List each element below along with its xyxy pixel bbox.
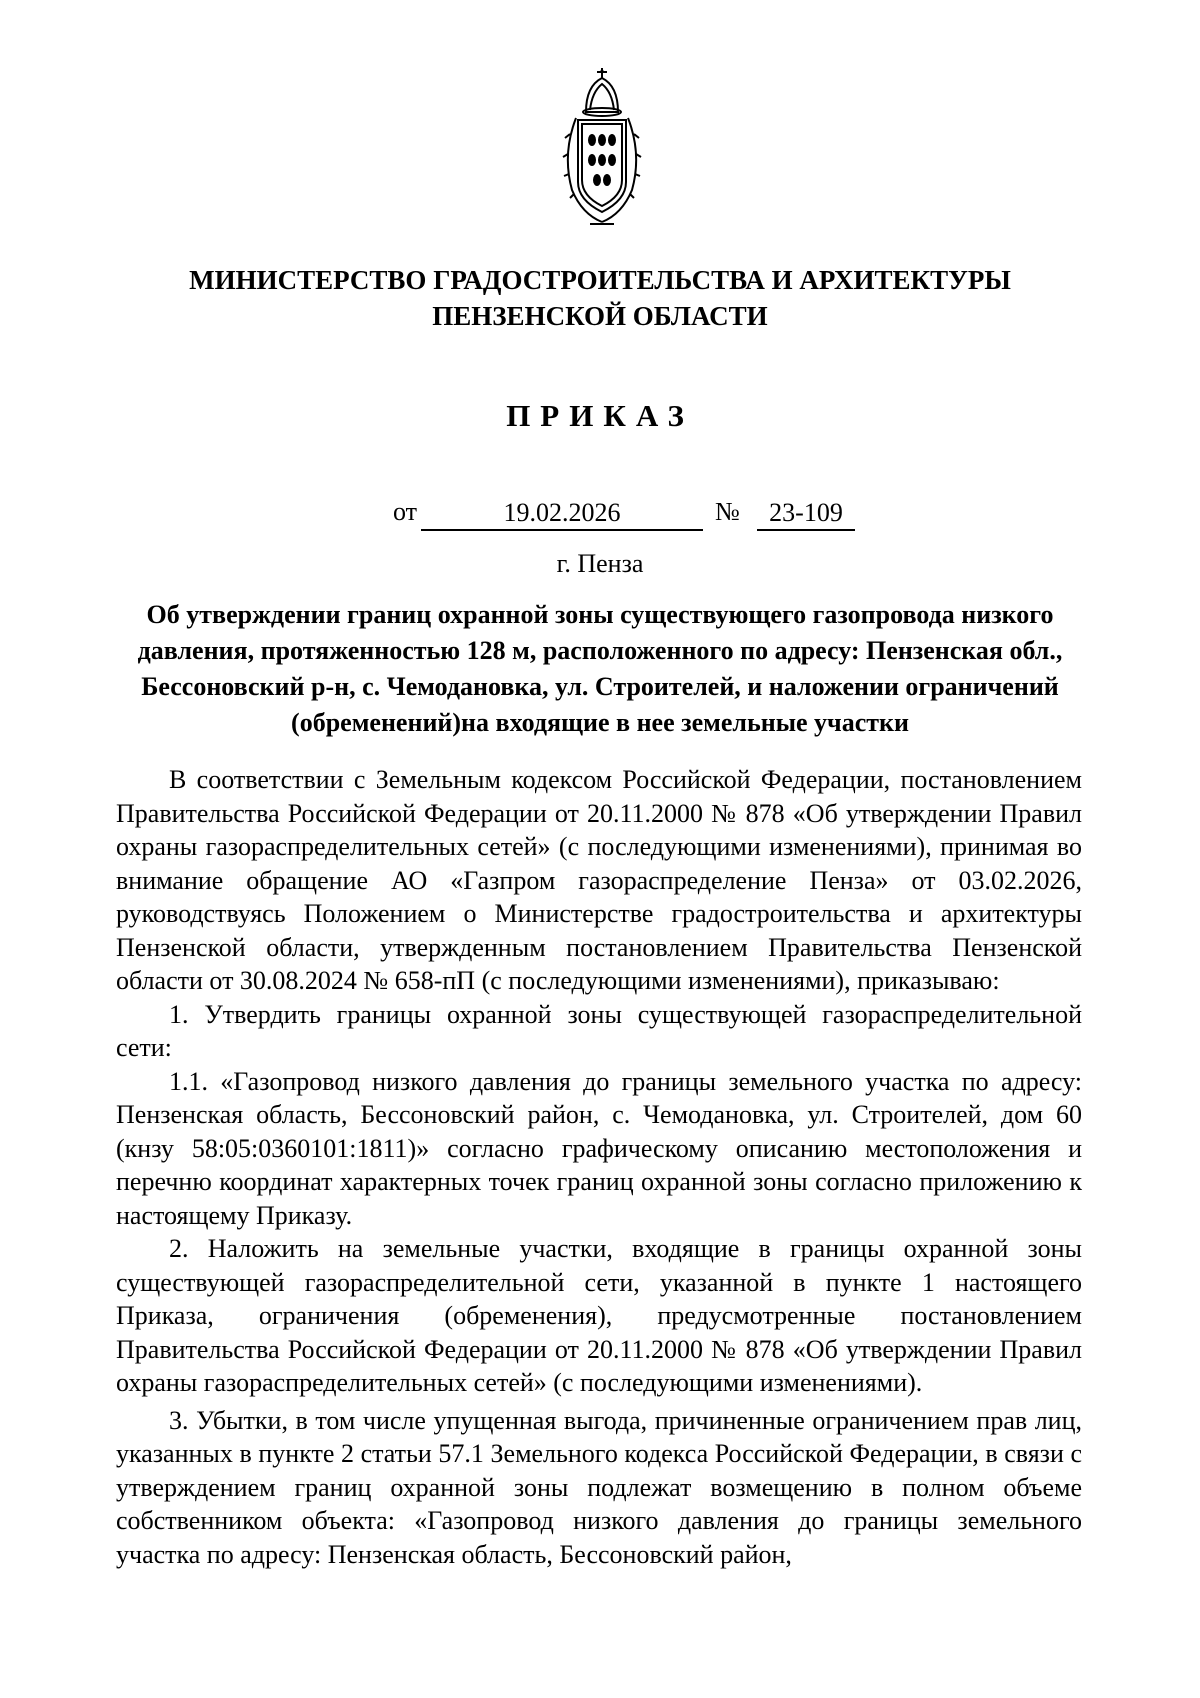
item-1-paragraph: 1. Утвердить границы охранной зоны существующей газораспределительной сети: xyxy=(116,999,1082,1062)
date-prefix: от xyxy=(393,497,418,526)
ministry-name-line1: МИНИСТЕРСТВО ГРАДОСТРОИТЕЛЬСТВА И АРХИТЕКТУРЫ xyxy=(189,265,1011,295)
preamble-paragraph: В соответствии с Земельным кодексом Российской Федерации, постановлением Правительства Российской Федерации от 20.11.2000 № 878 «Об утверждении Правил охраны газораспределительных сетей» (с последующими изменениями), принимая во внимание обращение АО «Газпром газораспределение Пенза» от 03.02.2026, руководствуясь Положением о Министерстве градостроительства и архитектуры Пензенской области, утвержденным постановлением Правительства Пензенской области от 30.08.2024 № 658-пП (с последующими изменениями), приказываю: xyxy=(116,765,1082,995)
order-body xyxy=(116,763,1082,1571)
order-subject: Об утверждении границ охранной зоны существующего газопровода низкого давления, протяженностью 128 м, расположенного по адресу: Пензенская обл., Бессоновский р-н, с. Чемодановка, ул. Строителей, и наложении ограничений (обременений)на входящие в нее земельные участки xyxy=(137,600,1063,737)
ministry-name-line2: ПЕНЗЕНСКОЙ ОБЛАСТИ xyxy=(432,301,768,331)
coat-of-arms-icon xyxy=(560,64,644,234)
order-title: ПРИКАЗ xyxy=(506,398,694,433)
city: г. Пенза xyxy=(556,549,644,578)
item-1-1-paragraph: 1.1. «Газопровод низкого давления до границы земельного участка по адресу: Пензенская область, Бессоновский район, с. Чемодановка, ул. Строителей, дом 60 (кнзу 58:05:0360101:1811)» согласно графическому описанию местоположения и перечню координат характерных точек границ охранной зоны согласно приложению к настоящему Приказу. xyxy=(116,1066,1082,1230)
order-date: 19.02.2026 xyxy=(421,497,703,531)
order-number: 23-109 xyxy=(757,497,855,531)
item-2-paragraph: 2. Наложить на земельные участки, входящие в границы охранной зоны существующей газораспределительной сети, указанной в пункте 1 настоящего Приказа, ограничения (обременения), предусмотренные постановлением Правительства Российской Федерации от 20.11.2000 № 878 «Об утверждении Правил охраны газораспределительных сетей» (с последующими изменениями). xyxy=(116,1234,1082,1397)
number-prefix: № xyxy=(715,497,740,526)
item-3-paragraph: 3. Убытки, в том числе упущенная выгода, причиненные ограничением прав лиц, указанных в пункте 2 статьи 57.1 Земельного кодекса Российской Федерации, в связи с утверждением границ охранной зоны подлежат возмещению в полном объеме собственником объекта: «Газопровод низкого давления до границы земельного участка по адресу: Пензенская область, Бессоновский район, xyxy=(116,1405,1082,1569)
